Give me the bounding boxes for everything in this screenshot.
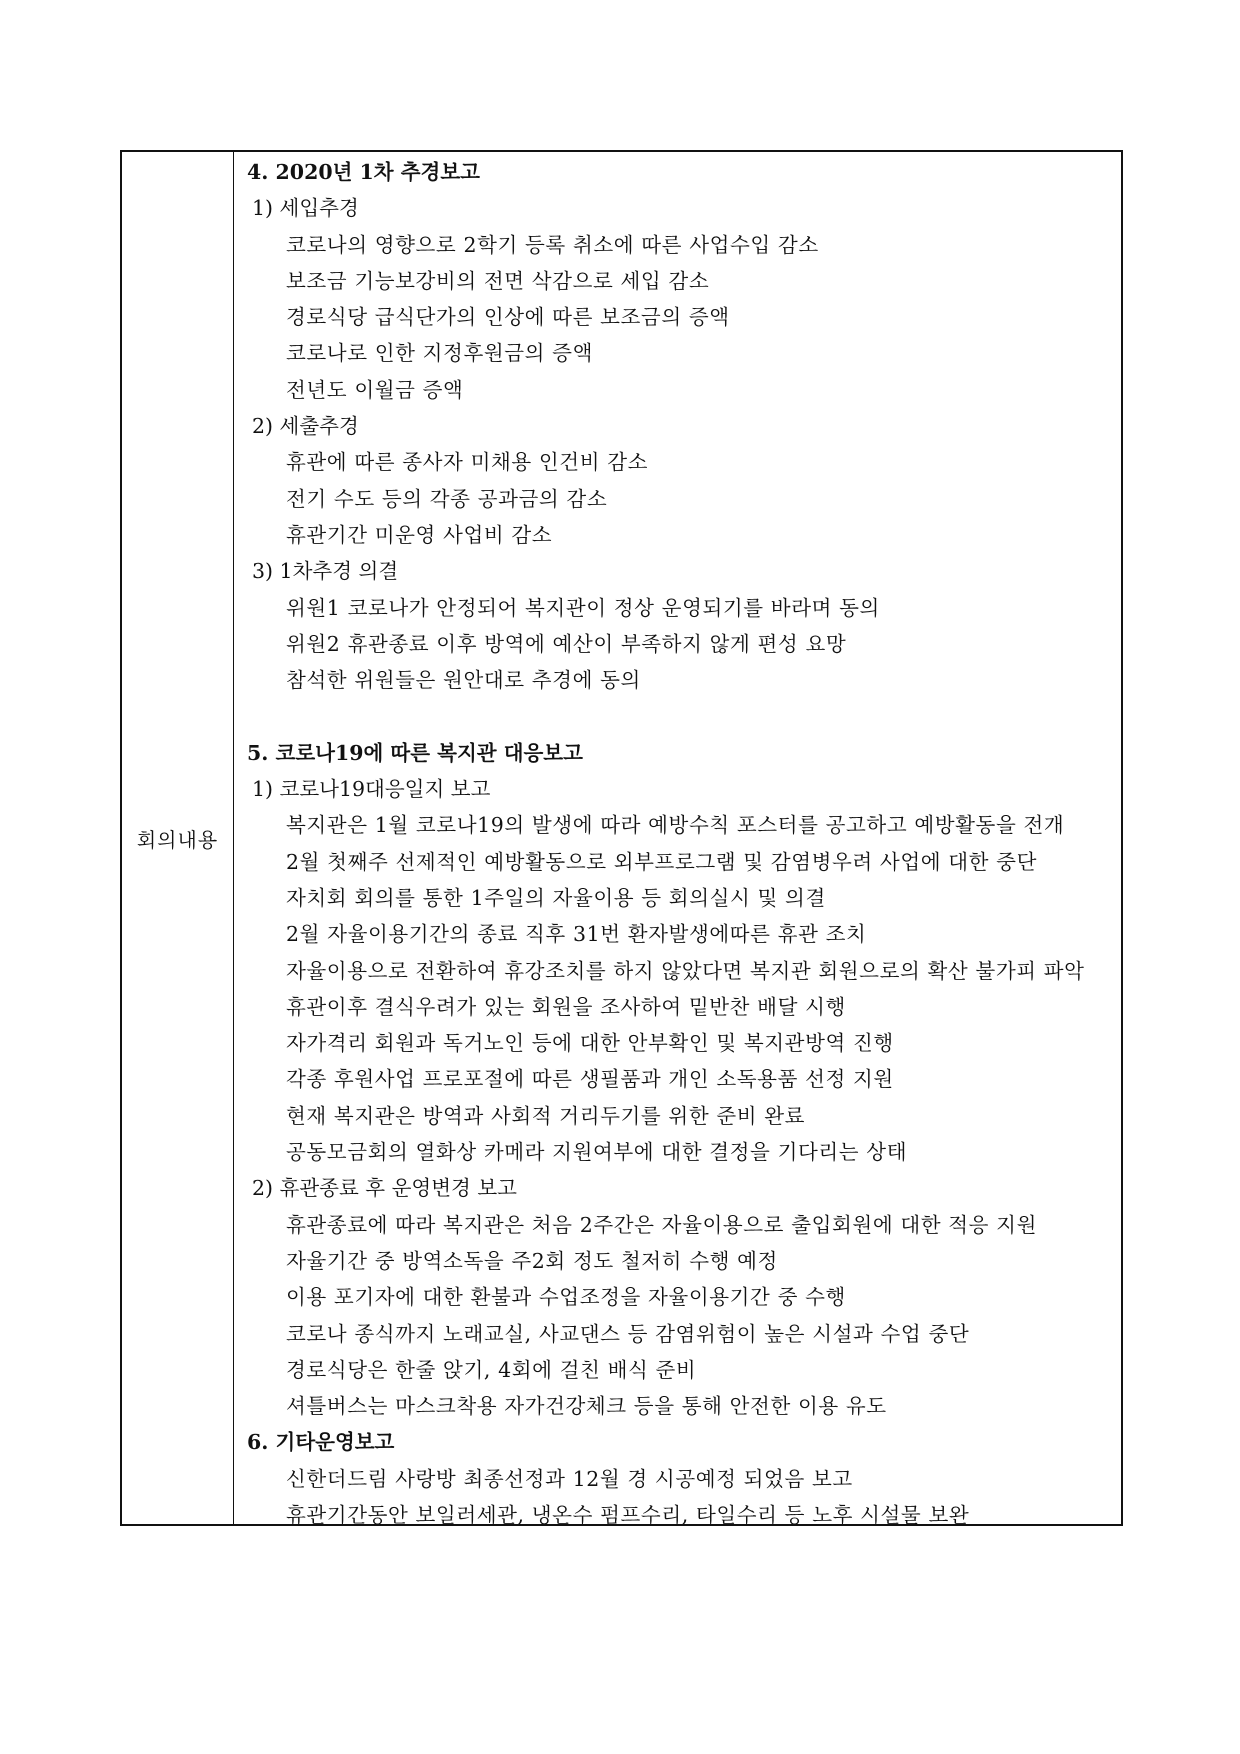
list-item: 전년도 이월금 증액 (286, 377, 464, 402)
list-item: 이용 포기자에 대한 환불과 수업조정을 자율이용기간 중 수행 (286, 1285, 846, 1310)
list-item: 위원1 코로나가 안정되어 복지관이 정상 운영되기를 바라며 동의 (286, 595, 880, 620)
list-item: 공동모금회의 열화상 카메라 지원여부에 대한 결정을 기다리는 상태 (286, 1140, 908, 1165)
subsection-title: 1) 코로나19대응일지 보고 (252, 777, 491, 802)
list-item: 자치회 회의를 통한 1주일의 자율이용 등 회의실시 및 의결 (286, 885, 826, 910)
list-item: 자율이용으로 전환하여 휴강조치를 하지 않았다면 복지관 회원으로의 확산 불가피 파악 (286, 958, 1085, 983)
list-item: 복지관은 1월 코로나19의 발생에 따라 예방수칙 포스터를 공고하고 예방활동을 전개 (286, 813, 1065, 838)
content-cell (234, 152, 1121, 1527)
list-item: 2월 자율이용기간의 종료 직후 31번 환자발생에따른 휴관 조치 (286, 922, 867, 947)
list-item: 보조금 기능보강비의 전면 삭감으로 세입 감소 (286, 268, 710, 293)
meeting-minutes-table (120, 150, 1123, 1526)
list-item: 경로식당 급식단가의 인상에 따른 보조금의 증액 (286, 305, 730, 330)
list-item: 코로나 종식까지 노래교실, 사교댄스 등 감염위험이 높은 시설과 수업 중단 (286, 1321, 970, 1346)
section-heading: 5. 코로나19에 따른 복지관 대응보고 (247, 740, 583, 765)
list-item: 휴관종료에 따라 복지관은 처음 2주간은 자율이용으로 출입회원에 대한 적응 지원 (286, 1212, 1037, 1237)
row-label-cell (122, 152, 234, 1524)
section-heading: 6. 기타운영보고 (247, 1430, 395, 1455)
list-item: 경로식당은 한줄 앉기, 4회에 걸친 배식 준비 (286, 1357, 697, 1382)
subsection-title: 2) 세출추경 (252, 414, 359, 439)
list-item: 코로나로 인한 지정후원금의 증액 (286, 341, 593, 366)
list-item: 각종 후원사업 프로포절에 따른 생필품과 개인 소독용품 선정 지원 (286, 1067, 894, 1092)
list-item: 휴관이후 결식우려가 있는 회원을 조사하여 밑반찬 배달 시행 (286, 994, 846, 1019)
list-item: 코로나의 영향으로 2학기 등록 취소에 따른 사업수입 감소 (286, 232, 819, 257)
list-item: 휴관기간 미운영 사업비 감소 (286, 522, 553, 547)
list-item: 신한더드림 사랑방 최종선정과 12월 경 시공예정 되었음 보고 (286, 1466, 853, 1491)
list-item: 위원2 휴관종료 이후 방역에 예산이 부족하지 않게 편성 요망 (286, 631, 847, 656)
row-label: 회의내용 (136, 827, 219, 852)
list-item: 참석한 위원들은 원안대로 추경에 동의 (286, 668, 641, 693)
list-item: 휴관에 따른 종사자 미채용 인건비 감소 (286, 450, 649, 475)
subsection-title: 2) 휴관종료 후 운영변경 보고 (252, 1176, 517, 1201)
spacer (234, 698, 1121, 734)
list-item: 전기 수도 등의 각종 공과금의 감소 (286, 486, 608, 511)
list-item: 현재 복지관은 방역과 사회적 거리두기를 위한 준비 완료 (286, 1103, 806, 1128)
section-heading: 4. 2020년 1차 추경보고 (247, 160, 480, 184)
list-item: 자가격리 회원과 독거노인 등에 대한 안부확인 및 복지관방역 진행 (286, 1031, 894, 1056)
list-item: 2월 첫째주 선제적인 예방활동으로 외부프로그램 및 감염병우려 사업에 대한 중단 (286, 849, 1037, 874)
subsection-title: 3) 1차추경 의결 (252, 559, 399, 584)
list-item: 휴관기간동안 보일러세관, 냉온수 펌프수리, 타일수리 등 노후 시설물 보완 (286, 1502, 970, 1527)
list-item: 셔틀버스는 마스크착용 자가건강체크 등을 통해 안전한 이용 유도 (286, 1394, 887, 1419)
subsection-title: 1) 세입추경 (252, 196, 359, 221)
list-item: 자율기간 중 방역소독을 주2회 정도 철저히 수행 예정 (286, 1248, 778, 1273)
